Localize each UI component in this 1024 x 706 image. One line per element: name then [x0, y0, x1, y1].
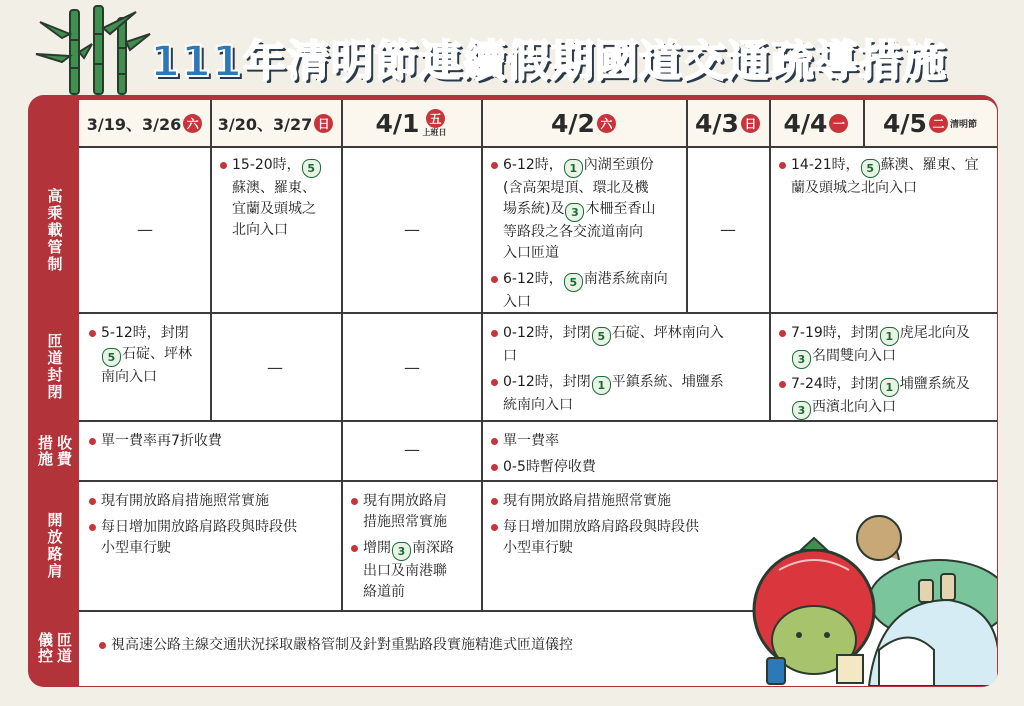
weekday-badge: 五: [426, 109, 445, 128]
empty-cell-dash: —: [404, 358, 420, 377]
col-head-5: 4/3 日: [686, 100, 769, 146]
freeway-1-icon: 1: [564, 159, 583, 178]
col-head-6: 4/4 一: [769, 100, 863, 146]
weekday-badge: 六: [183, 114, 202, 133]
col-head-1: 3/19、3/26 六: [79, 100, 210, 146]
empty-cell-dash: —: [137, 220, 153, 239]
ramp-cell-4: 0-12時，封閉 5 石碇、坪林南向入 口 0-12時，封閉 1 平鎮系統、埔鹽系 統南向入口: [481, 318, 769, 421]
hov-cell-6: 14-21時， 5 蘇澳、羅東、宜 蘭及頭城之北向入口: [769, 150, 997, 204]
shoulder-cell-3: 現有開放路肩 措施照常實施 增開 3 南深路 出口及南港聯 絡道前: [341, 486, 481, 608]
col-divider: [210, 312, 212, 420]
title-holiday: 清明節連續假期: [286, 37, 595, 87]
freeway-3-icon: 3: [792, 401, 811, 420]
row-label-shoulder: 開放路肩: [45, 512, 64, 580]
col-head-2: 3/20、3/27 日: [210, 100, 341, 146]
row-label-toll: [36, 422, 72, 480]
ramp-cell-1: 5-12時，封閉 5 石碇、坪林 南向入口: [79, 318, 210, 393]
weekday-badge: 一: [829, 114, 848, 133]
col-divider: [686, 100, 688, 312]
shoulder-cell-4: 現有開放路肩措施照常實施 每日增加開放路肩路段與時段供 小型車行駛: [481, 486, 781, 564]
row-label-hov: 高乘載管制: [45, 187, 64, 273]
col-head-3: 4/1 五 上班日: [375, 108, 447, 138]
col-head-4: 4/2 六: [481, 100, 686, 146]
empty-cell-dash: —: [404, 440, 420, 459]
freeway-1-icon: 1: [880, 327, 899, 346]
freeway-5-icon: 5: [592, 327, 611, 346]
hov-cell-2: 15-20時， 5 蘇澳、羅東、 宜蘭及頭城之 北向入口: [210, 150, 341, 246]
row-label-toll-a: 收費: [55, 435, 73, 467]
ramp-cell-6: 7-19時，封閉 1 虎尾北向及 3 名間雙向入口 7-24時，封閉 1 埔鹽系統及 3 西濱北向入口: [769, 318, 997, 425]
bamboo-illustration: [32, 4, 152, 96]
title-measures: 國道交通疏導措施: [594, 37, 947, 87]
empty-cell-dash: —: [720, 220, 736, 239]
weekday-badge: 日: [314, 114, 333, 133]
toll-cell-4: 單一費率 0-5時暫停收費: [481, 426, 781, 483]
row-label-meter-a: 匝道: [55, 632, 73, 664]
empty-cell-dash: —: [267, 358, 283, 377]
toll-cell-1: 單一費率再7折收費: [79, 426, 341, 457]
row-divider: [79, 146, 997, 148]
page-title: [150, 28, 960, 88]
freeway-3-icon: 3: [392, 542, 411, 561]
col-head-7: 4/5 二 清明節: [883, 108, 977, 138]
schedule-table: [79, 100, 997, 686]
row-label-toll-b: 措施: [36, 435, 54, 467]
workday-note: 上班日: [422, 128, 447, 137]
freeway-5-icon: 5: [861, 159, 880, 178]
mascot-illustration: [719, 450, 997, 686]
col-divider: [863, 100, 865, 146]
empty-cell-dash: —: [404, 220, 420, 239]
freeway-1-icon: 1: [592, 376, 611, 395]
weekday-badge: 日: [741, 114, 760, 133]
freeway-5-icon: 5: [302, 159, 321, 178]
holiday-note: 清明節: [949, 119, 977, 130]
shoulder-cell-1: 現有開放路肩措施照常實施 每日增加開放路肩路段與時段供 小型車行駛: [79, 486, 341, 564]
row-label-meter-b: 儀控: [36, 632, 54, 664]
freeway-5-icon: 5: [564, 273, 583, 292]
weekday-badge: 六: [597, 114, 616, 133]
freeway-3-icon: 3: [792, 350, 811, 369]
row-label-ramp-meter: [36, 612, 72, 684]
title-year: 111年: [150, 37, 287, 87]
freeway-1-icon: 1: [880, 378, 899, 397]
ramp-meter-cell: 視高速公路主線交通狀況採取嚴格管制及針對重點路段實施精進式匝道儀控: [89, 630, 709, 661]
hov-cell-4: 6-12時， 1 內湖至頭份 (含高架堤頂、環北及機 場系統)及 3 木柵至香山 等路段之各交流道南向 入口匝道 6-12時， 5 南港系統南向 入口: [481, 150, 686, 318]
freeway-5-icon: 5: [102, 348, 121, 367]
weekday-badge: 二: [929, 114, 948, 133]
row-label-ramp-closure: 匝道封閉: [45, 333, 64, 401]
freeway-3-icon: 3: [565, 203, 584, 222]
